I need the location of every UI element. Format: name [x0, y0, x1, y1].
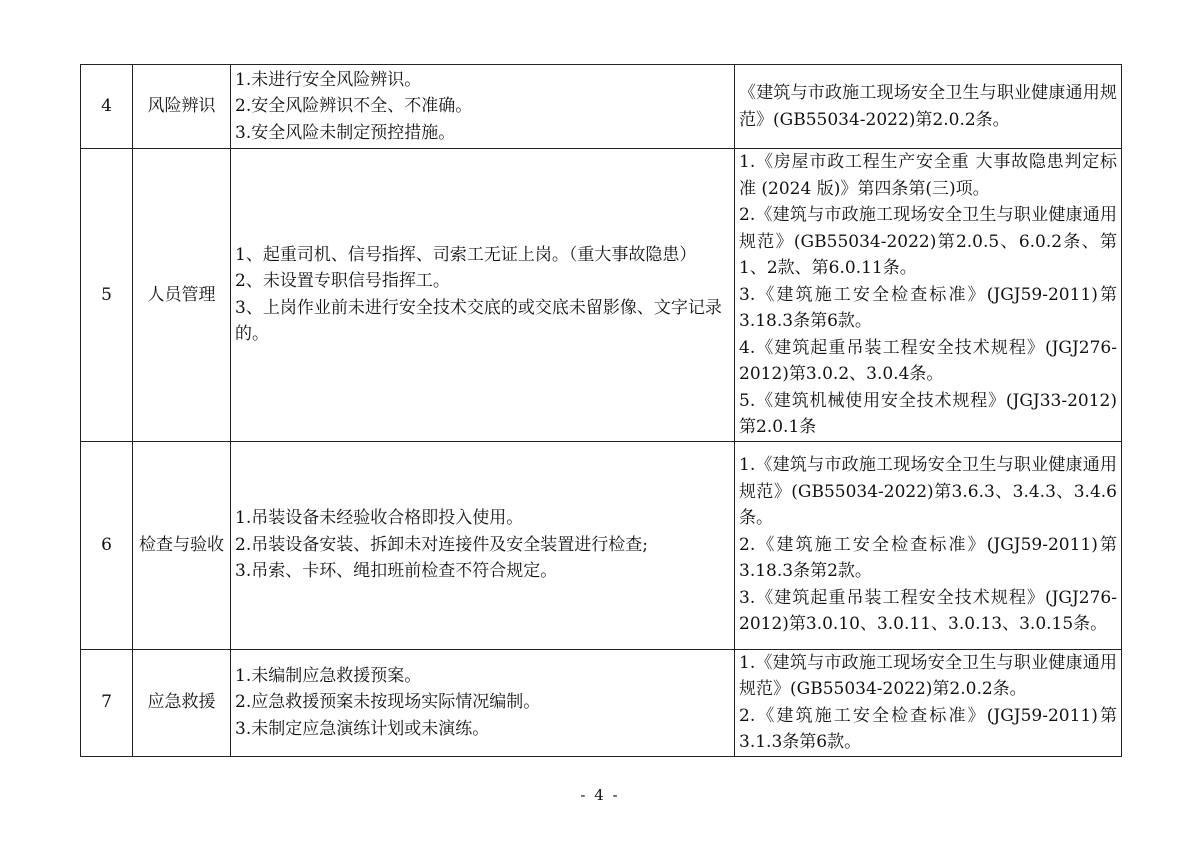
table-row [81, 149, 1122, 442]
issue-item: 2.吊装设备安装、拆卸未对连接件及安全装置进行检查; [235, 534, 648, 555]
issue-item: 3.未制定应急演练计划或未演练。 [235, 718, 490, 739]
row-category: 风险辨识 [133, 65, 231, 149]
row-number: 5 [81, 149, 133, 442]
issue-item: 2.安全风险辨识不全、不准确。 [235, 96, 473, 117]
table-row [81, 65, 1122, 149]
row-issues [231, 649, 735, 756]
basis-item: 《建筑与市政施工现场安全卫生与职业健康通用规范》(GB55034-2022)第2.0.2条。 [739, 83, 1117, 130]
row-number: 6 [81, 441, 133, 649]
row-basis [735, 441, 1122, 649]
row-basis [735, 149, 1122, 442]
row-number: 7 [81, 649, 133, 756]
basis-item: 1.《建筑与市政施工现场安全卫生与职业健康通用规范》(GB55034-2022)第3.6.3、3.4.3、3.4.6条。 [739, 455, 1117, 529]
basis-item: 1.《建筑与市政施工现场安全卫生与职业健康通用规范》(GB55034-2022)第2.0.2条。 [739, 652, 1117, 699]
hazard-checklist-table [80, 64, 1122, 757]
row-issues [231, 149, 735, 442]
basis-item: 2.《建筑施工安全检查标准》(JGJ59-2011)第3.1.3条第6款。 [739, 705, 1117, 752]
basis-item: 4.《建筑起重吊装工程安全技术规程》(JGJ276-2012)第3.0.2、3.0.4条。 [739, 337, 1117, 384]
basis-item: 3.《建筑起重吊装工程安全技术规程》(JGJ276-2012)第3.0.10、3.0.11、3.0.13、3.0.15条。 [739, 587, 1117, 635]
row-basis [735, 65, 1122, 149]
issue-item: 2、未设置专职信号指挥工。 [235, 271, 450, 292]
issue-item: 1.吊装设备未经验收合格即投入使用。 [235, 508, 524, 529]
basis-item: 2.《建筑与市政施工现场安全卫生与职业健康通用规范》(GB55034-2022)第2.0.5、6.0.2条、第1、2款、第6.0.11条。 [739, 205, 1117, 278]
issue-item: 3、上岗作业前未进行安全技术交底的或交底未留影像、文字记录的。 [235, 297, 722, 345]
issue-item: 3.安全风险未制定预控措施。 [235, 122, 456, 143]
row-issues [231, 65, 735, 149]
basis-item: 3.《建筑施工安全检查标准》(JGJ59-2011)第3.18.3条第6款。 [739, 284, 1117, 331]
row-category: 应急救援 [133, 649, 231, 756]
page-number: - 4 - [580, 786, 620, 804]
basis-item: 1.《房屋市政工程生产安全重 大事故隐患判定标准 (2024 版)》第四条第(三)项。 [739, 152, 1117, 199]
issue-item: 1.未编制应急救援预案。 [235, 665, 422, 686]
basis-item: 2.《建筑施工安全检查标准》(JGJ59-2011)第3.18.3条第2款。 [739, 534, 1117, 582]
row-issues [231, 441, 735, 649]
row-category: 人员管理 [133, 149, 231, 442]
table-row [81, 441, 1122, 649]
issue-item: 3.吊索、卡环、绳扣班前检查不符合规定。 [235, 561, 558, 582]
row-basis [735, 649, 1122, 756]
issue-item: 1、起重司机、信号指挥、司索工无证上岗。（重大事故隐患） [235, 244, 697, 265]
row-category: 检查与验收 [133, 441, 231, 649]
issue-item: 2.应急救援预案未按现场实际情况编制。 [235, 692, 541, 713]
basis-item: 5.《建筑机械使用安全技术规程》(JGJ33-2012)第2.0.1条 [739, 390, 1117, 437]
row-number: 4 [81, 65, 133, 149]
table-row [81, 649, 1122, 756]
issue-item: 1.未进行安全风险辨识。 [235, 69, 422, 90]
